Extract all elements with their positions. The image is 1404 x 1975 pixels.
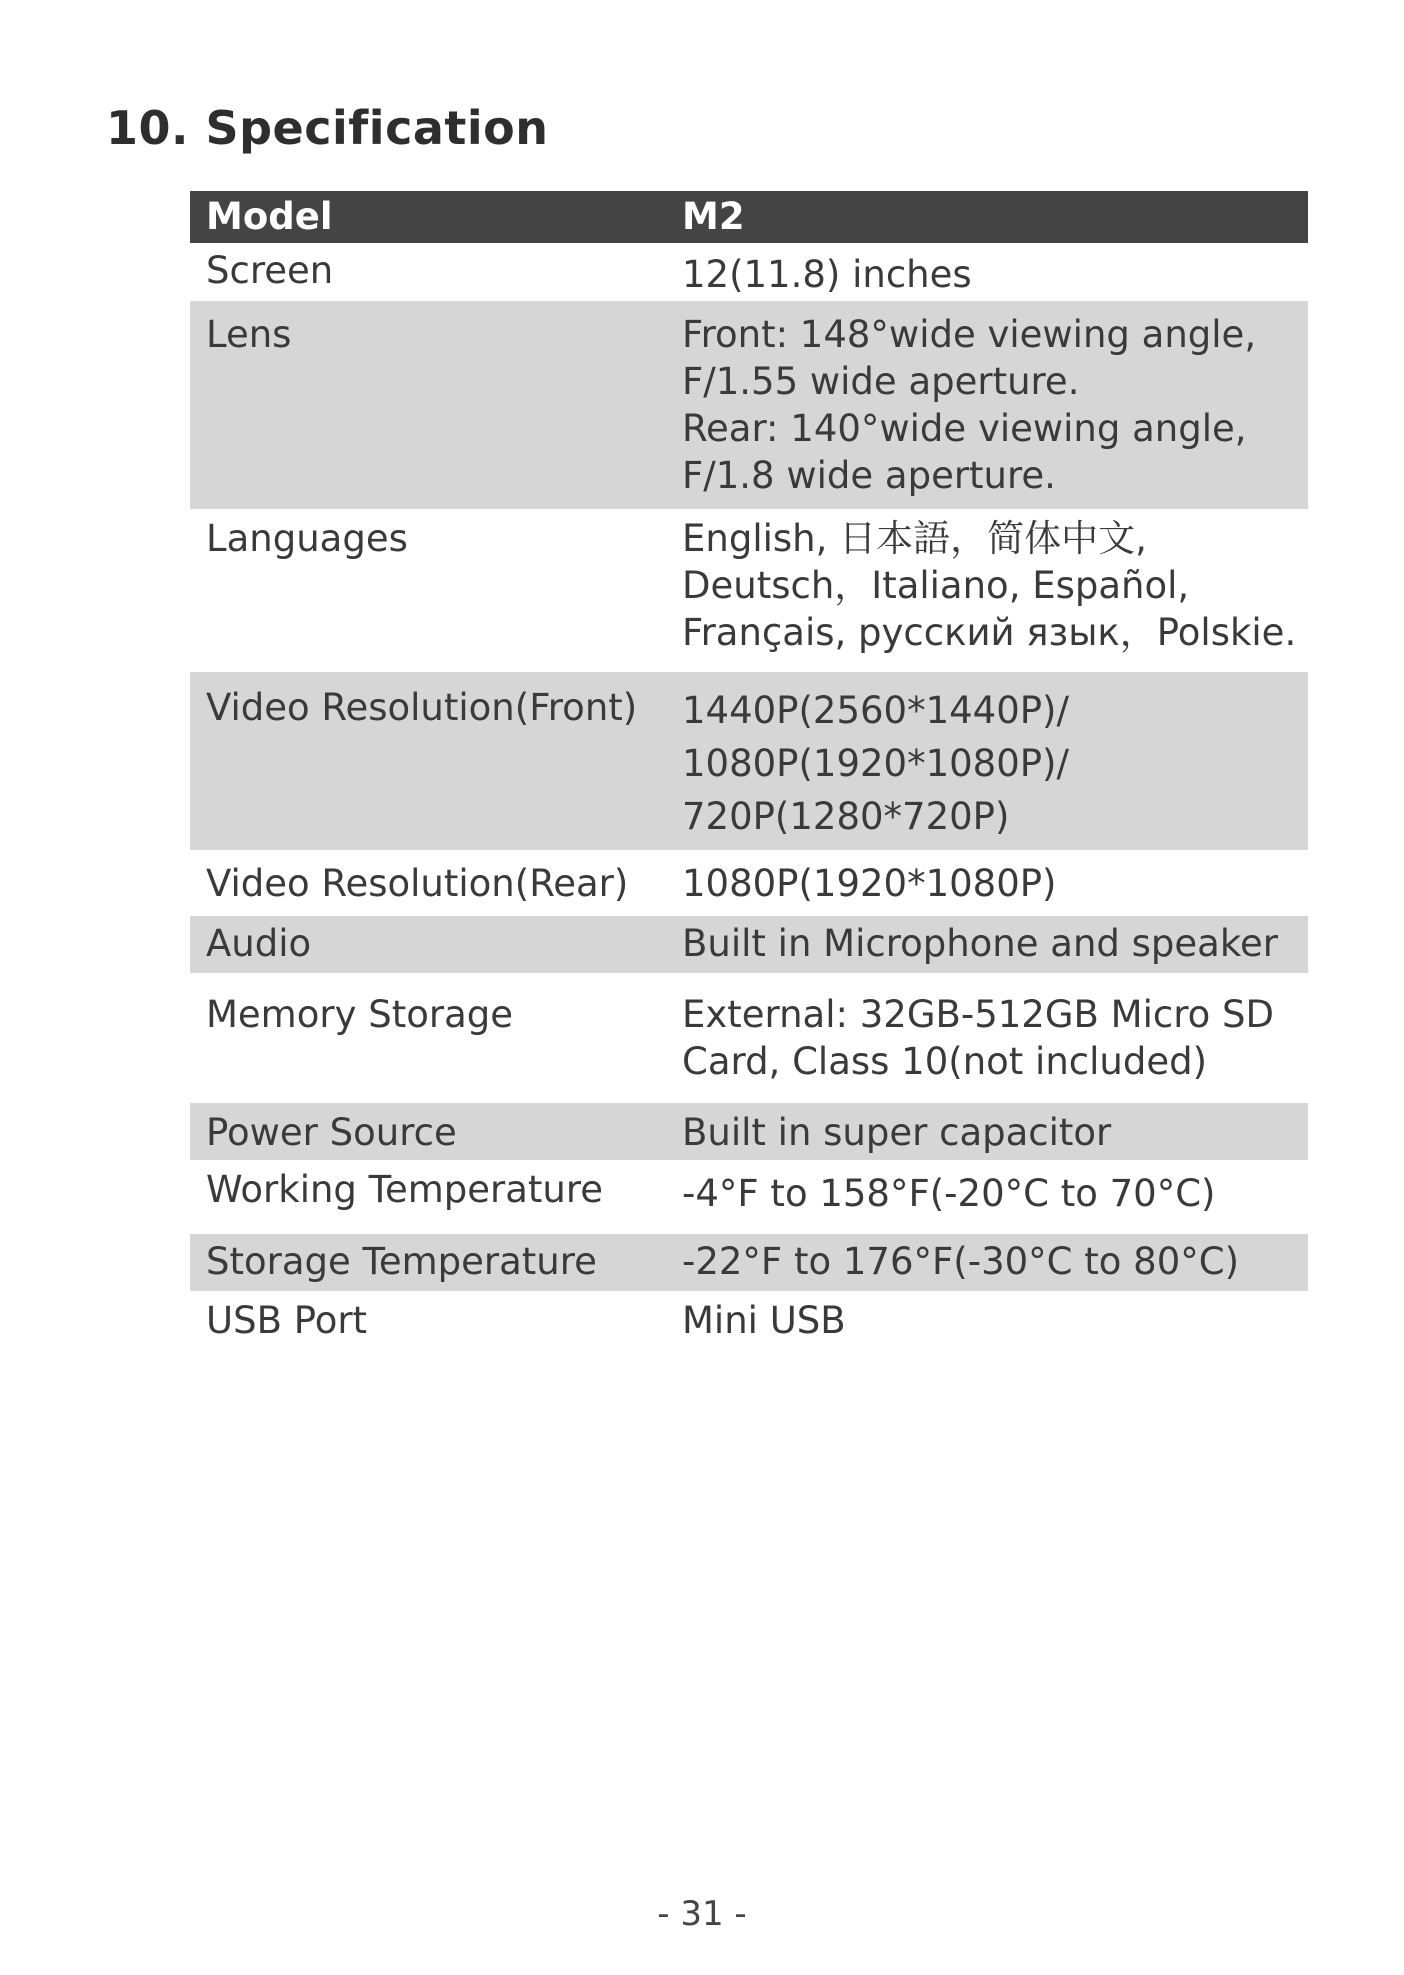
table-row-working-temperature [190,1160,1308,1234]
table-header-row [190,191,1308,243]
header-model-label: Model [206,195,333,238]
table-row-languages [190,509,1308,672]
spec-value [678,1234,1308,1291]
spec-label: Languages [206,517,408,560]
page-number: - 31 - [657,1894,747,1934]
spec-label: Power Source [206,1111,457,1154]
spec-value [678,1291,1308,1351]
spec-value-line: Français, русский язык，Polskie. [682,611,1297,654]
table-row-audio [190,916,1308,973]
spec-value-line: 720P(1280*720P) [682,795,1010,838]
spec-value-line: 12(11.8) inches [682,253,972,296]
spec-value [678,1103,1308,1160]
spec-value [678,973,1308,1103]
spec-value [678,672,1308,850]
table-row-storage-temperature [190,1234,1308,1291]
spec-value [678,916,1308,973]
header-model-value: M2 [682,195,745,238]
spec-value-line: Deutsch，Italiano, Español, [682,564,1190,607]
spec-value-line: Card, Class 10(not included) [682,1040,1208,1083]
spec-value-line: Built in super capacitor [682,1111,1112,1154]
spec-value [678,301,1308,509]
spec-label: Screen [206,249,334,292]
spec-label: Video Resolution(Front) [206,686,638,729]
table-row-video-front [190,672,1308,850]
spec-label: Working Temperature [206,1168,604,1211]
table-row-lens [190,301,1308,509]
table-row-usb-port [190,1291,1308,1351]
spec-label: Lens [206,313,292,356]
spec-value-line: 1080P(1920*1080P)/ [682,742,1069,785]
spec-value-line: 1080P(1920*1080P) [682,862,1057,905]
spec-label: Storage Temperature [206,1240,597,1283]
spec-value-line: 1440P(2560*1440P)/ [682,689,1069,732]
spec-value [678,509,1308,672]
spec-label: USB Port [206,1299,368,1342]
spec-value-line: -22°F to 176°F(-30°C to 80°C) [682,1240,1240,1283]
spec-value-line: F/1.8 wide aperture. [682,454,1056,497]
specification-table [190,191,1308,1351]
spec-value-line: Front: 148°wide viewing angle, [682,313,1257,356]
spec-value-line: Rear: 140°wide viewing angle, [682,407,1247,450]
spec-label: Audio [206,922,312,965]
spec-label: Memory Storage [206,993,514,1036]
spec-value [678,850,1308,916]
table-row-memory-storage [190,973,1308,1103]
spec-value-line: English, 日本語，简体中文, [682,517,1147,560]
table-row-video-rear [190,850,1308,916]
spec-value-line: -4°F to 158°F(-20°C to 70°C) [682,1172,1216,1215]
spec-value-line: External: 32GB-512GB Micro SD [682,993,1274,1036]
table-row-power-source [190,1103,1308,1160]
spec-value-line: F/1.55 wide aperture. [682,360,1080,403]
spec-label: Video Resolution(Rear) [206,862,629,905]
spec-value [678,243,1308,301]
section-title: 10. Specification [106,101,549,155]
spec-value [678,1160,1308,1234]
spec-value-line: Mini USB [682,1299,846,1342]
spec-value-line: Built in Microphone and speaker [682,922,1278,965]
table-row-screen [190,243,1308,301]
